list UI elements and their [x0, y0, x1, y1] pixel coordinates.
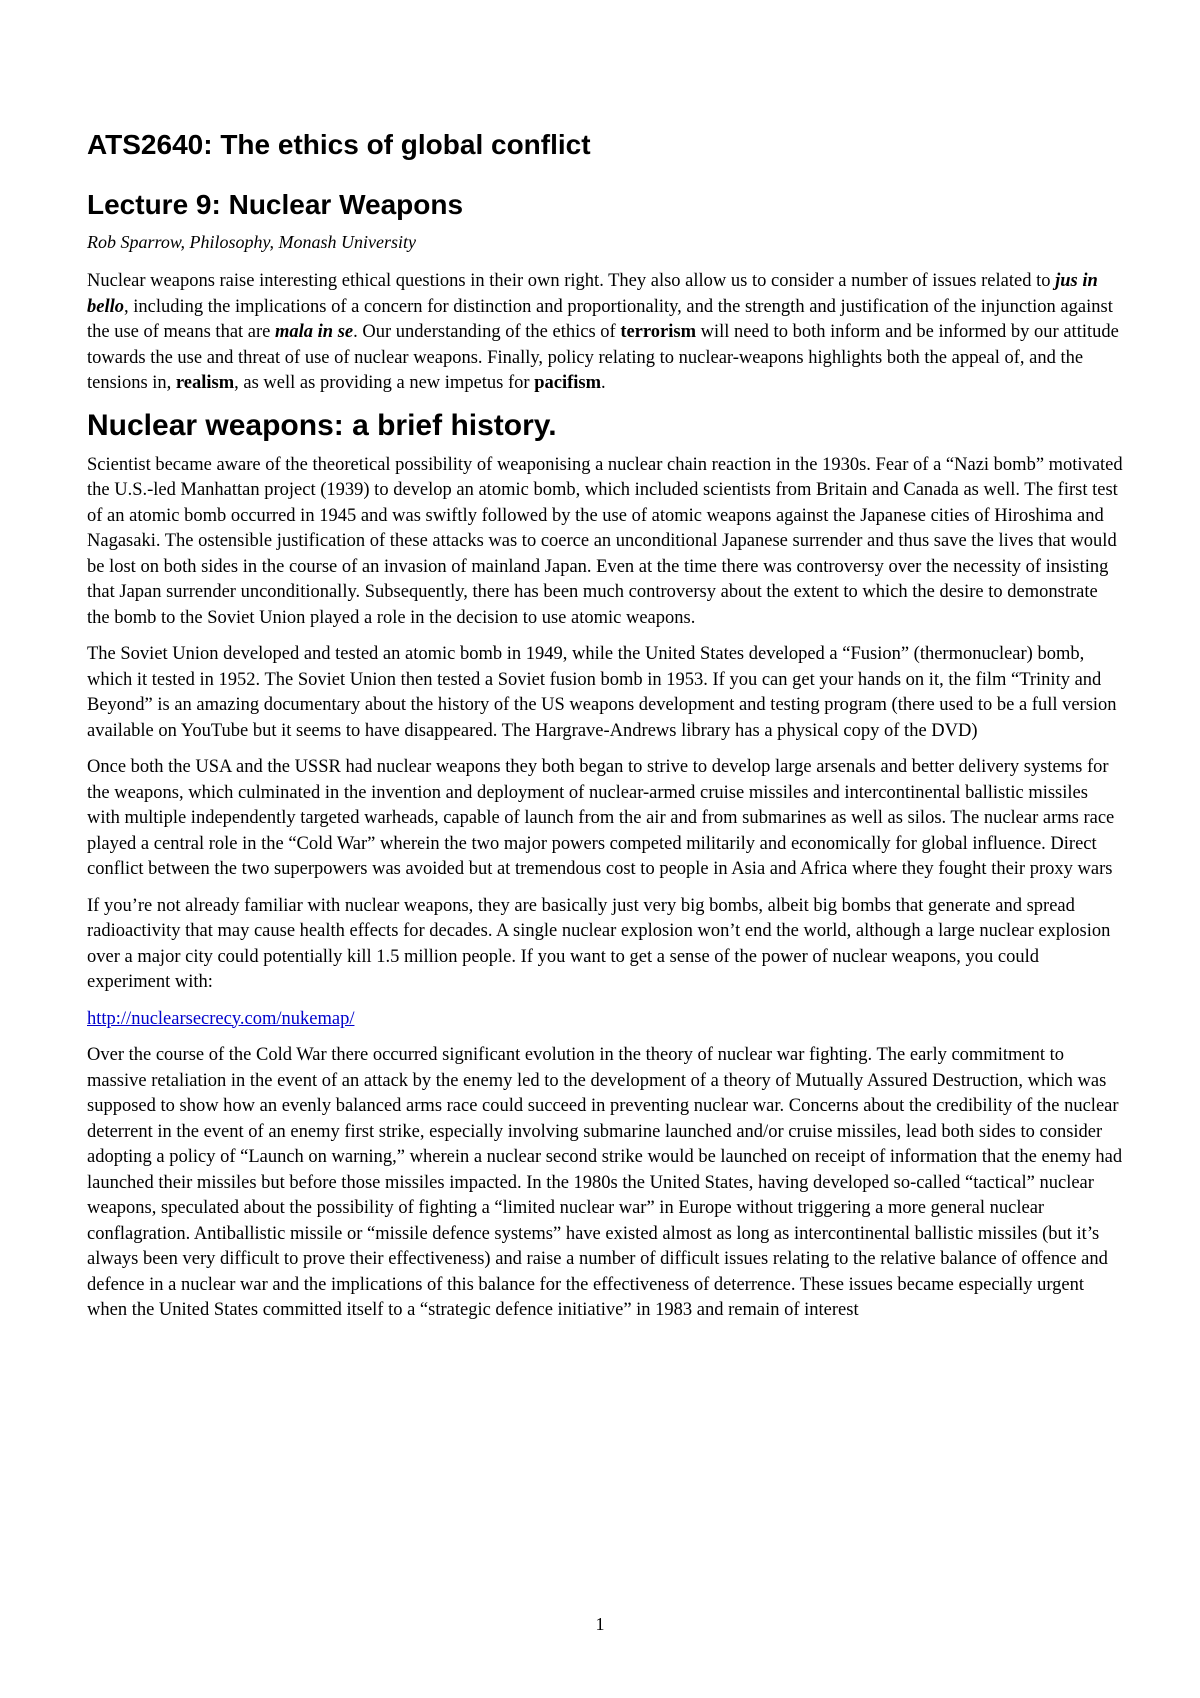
paragraph-history-5: Over the course of the Cold War there occurred significant evolution in the theory of nuclear war fighting. The early commitment to massive retaliation in the event of an attack by the enemy led to the development of a theory of Mutually Assured Destruction, which was supposed to show how an evenly balanced arms race could succeed in preventing nuclear war. Concerns about the credibility of the nuclear deterrent in the event of an enemy first strike, especially involving submarine launched and/or cruise missiles, lead both sides to consider adopting a policy of “Launch on warning,” wherein a nuclear second strike would be launched on receipt of information that the enemy had launched their missiles but before those missiles impacted. In the 1980s the United States, having developed so-called “tactical” nuclear weapons, speculated about the possibility of fighting a “limited nuclear war” in Europe without triggering a more general nuclear conflagration. Antiballistic missile or “missile defence systems” have existed almost as long as intercontinental ballistic missiles (but it’s always been very difficult to prove their effectiveness) and raise a number of difficult issues relating to the relative balance of offence and defence in a nuclear war and the implications of this balance for the effectiveness of deterrence. These issues became especially urgent when the United States committed itself to a “strategic defence initiative” in 1983 and remain of interest: [87, 1045, 1123, 1320]
nukemap-link[interactable]: http://nuclearsecrecy.com/nukemap/: [87, 1008, 355, 1029]
intro-text-2: , including the implications of a concern for distinction and proportionality, and the strength and justification of the injunction against the use of means that are: [87, 296, 1113, 342]
page-content: [87, 128, 1123, 1335]
author-line: Rob Sparrow, Philosophy, Monash University: [87, 232, 416, 252]
section-heading: Nuclear weapons: a brief history.: [87, 408, 557, 442]
intro-text-4: will need to both inform and be informed by our attitude towards the use and threat of use of nuclear weapons. Finally, policy relating to nuclear-weapons highlights both the appeal of, and the tensions in,: [87, 322, 1119, 393]
course-title: ATS2640: The ethics of global conflict: [87, 129, 591, 160]
term-jus-in-bello: jus in bello: [87, 271, 1098, 317]
paragraph-history-2: The Soviet Union developed and tested an atomic bomb in 1949, while the United States developed a “Fusion” (thermonuclear) bomb, which it tested in 1952. The Soviet Union then tested a Soviet fusion bomb in 1953. If you can get your hands on it, the film “Trinity and Beyond” is an amazing documentary about the history of the US weapons development and testing program (there used to be a full version available on YouTube but it seems to have disappeared. The Hargrave-Andrews library has a physical copy of the DVD): [87, 644, 1117, 741]
intro-text-3: . Our understanding of the ethics of: [353, 322, 621, 342]
term-terrorism: terrorism: [620, 322, 696, 342]
intro-text-5: , as well as providing a new impetus for: [234, 373, 535, 393]
paragraph-history-1: Scientist became aware of the theoretical possibility of weaponising a nuclear chain reaction in the 1930s. Fear of a “Nazi bomb” motivated the U.S.-led Manhattan project (1939) to develop an atomic bomb, which included scientists from Britain and Canada as well. The first test of an atomic bomb occurred in 1945 and was swiftly followed by the use of atomic weapons against the Japanese cities of Hiroshima and Nagasaki. The ostensible justification of these attacks was to coerce an unconditional Japanese surrender and thus save the lives that would be lost on both sides in the course of an invasion of mainland Japan. Even at the time there was controversy over the necessity of insisting that Japan surrender unconditionally. Subsequently, there has been much controversy about the extent to which the desire to demonstrate the bomb to the Soviet Union played a role in the decision to use atomic weapons.: [87, 454, 1123, 628]
page-number: 1: [595, 1614, 605, 1634]
paragraph-history-3: Once both the USA and the USSR had nuclear weapons they both began to strive to develop large arsenals and better delivery systems for the weapons, which culminated in the invention and deployment of nuclear-armed cruise missiles and intercontinental ballistic missiles with multiple independently targeted warheads, capable of launch from the air and from submarines as well as silos. The nuclear arms race played a central role in the “Cold War” wherein the two major powers competed militarily and economically for global influence. Direct conflict between the two superpowers was avoided but at tremendous cost to people in Asia and Africa where they fought their proxy wars: [87, 757, 1115, 879]
term-pacifism: pacifism: [534, 373, 601, 393]
intro-paragraph: [87, 269, 1123, 397]
link-paragraph: [87, 1007, 1123, 1033]
paragraph-history-4: If you’re not already familiar with nuclear weapons, they are basically just very big bombs, albeit big bombs that generate and spread radioactivity that may cause health effects for decades. A single nuclear explosion won’t end the world, although a large nuclear explosion over a major city could potentially kill 1.5 million people. If you want to get a sense of the power of nuclear weapons, you could experiment with:: [87, 895, 1111, 992]
intro-text-1: Nuclear weapons raise interesting ethical questions in their own right. They also allow us to consider a number of issues related to: [87, 271, 1056, 291]
term-mala-in-se: mala in se: [275, 322, 354, 342]
lecture-title: Lecture 9: Nuclear Weapons: [87, 189, 464, 220]
term-realism: realism: [175, 373, 235, 393]
intro-text-6: .: [601, 373, 606, 393]
